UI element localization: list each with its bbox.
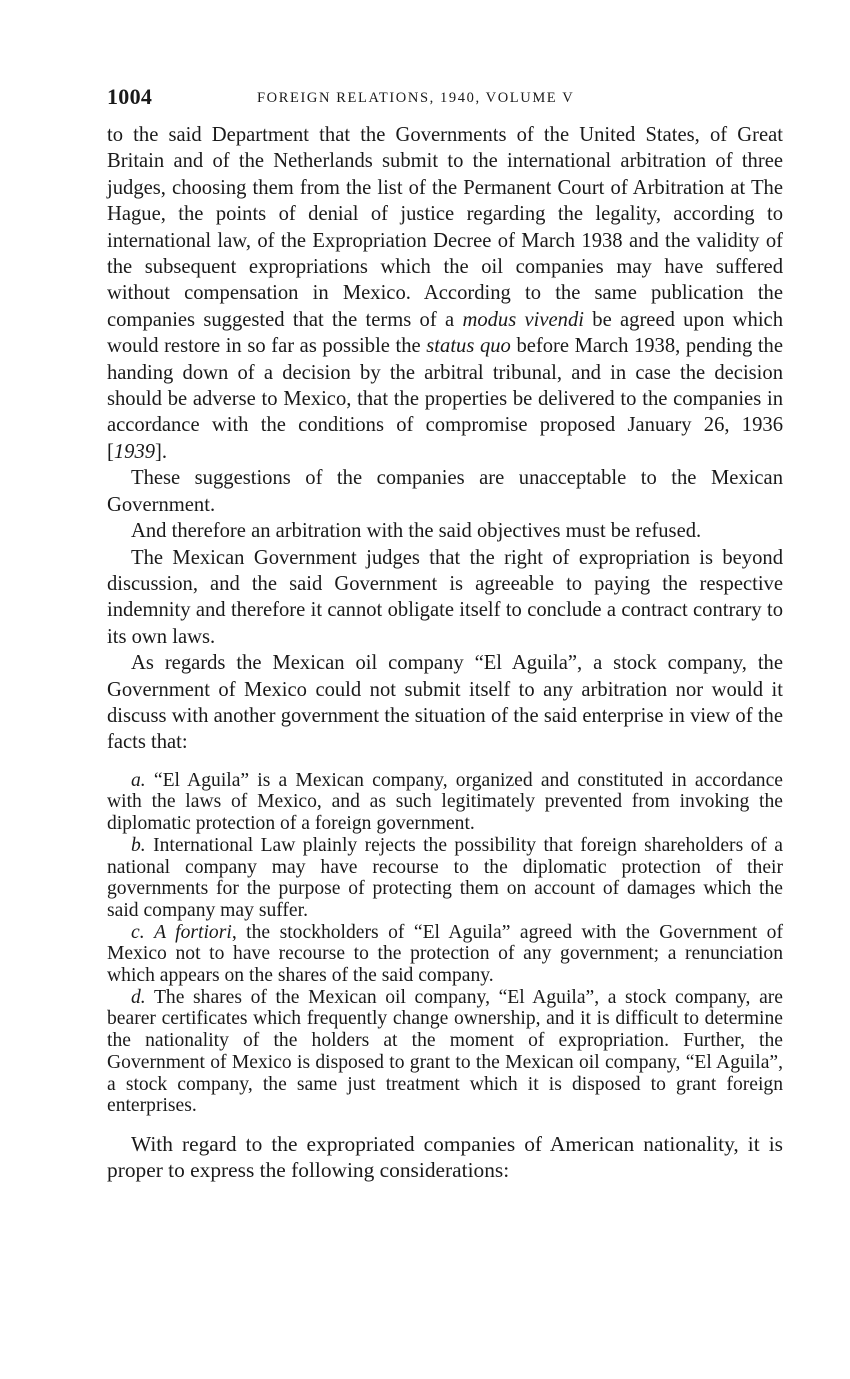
italic-phrase-modus-vivendi: modus vivendi xyxy=(462,308,584,331)
running-head xyxy=(107,84,783,114)
paragraph-continuation xyxy=(107,122,783,465)
page-number: 1004 xyxy=(107,84,153,109)
paragraph-right-of-expropriation: The Mexican Government judges that the right of expropriation is beyond discussion, and the said Government is agreeable to paying the respective indemnity and therefore it cannot obligate itself to conclude a contract contrary to its own laws. xyxy=(107,546,783,648)
facts-list xyxy=(107,770,783,1117)
list-item-c xyxy=(107,922,783,987)
list-item-b xyxy=(107,835,783,922)
document-page xyxy=(107,84,783,1184)
italic-phrase-status-quo: status quo xyxy=(426,335,511,358)
list-item-a xyxy=(107,770,783,835)
paragraph-text: ]. xyxy=(155,440,168,463)
running-title: FOREIGN RELATIONS, 1940, VOLUME V xyxy=(257,90,575,106)
paragraph-american-companies: With regard to the expropriated companies of American nationality, it is proper to express the following considerations: xyxy=(107,1132,783,1183)
paragraph-arbitration-refused: And therefore an arbitration with the said objectives must be refused. xyxy=(131,520,702,543)
list-item-text: “El Aguila” is a Mexican company, organized and constituted in accordance with the laws of Mexico, and as such legitimately prevented from invoking the diplomatic protection of a foreign government. xyxy=(107,769,783,835)
italic-phrase-a-fortiori: A fortiori xyxy=(154,921,232,943)
list-item-text: , the stockholders of “El Aguila” agreed with the Government of Mexico not to have recourse to the protection of any government; a renunciation which appears on the shares of the said company. xyxy=(107,921,784,987)
list-marker: a. xyxy=(131,769,146,791)
paragraph-suggestions-unacceptable: These suggestions of the companies are unacceptable to the Mexican Government. xyxy=(107,467,783,516)
list-marker: d. xyxy=(131,986,146,1008)
editorial-correction: 1939 xyxy=(113,440,156,463)
paragraph-text: be agreed upon which would restore in so far as possible the xyxy=(107,308,783,358)
list-marker: b. xyxy=(131,834,146,856)
paragraph-text: to the said Department that the Governments of the United States, of Great Britain and of the Netherlands submit to the international arbitration of three judges, choosing them from the list of the Permanent Court of Arbitration at The Hague, the points of denial of justice regarding the legality, according to international law, of the Expropriation Decree of March 1938 and the validity of the subsequent expropriations which the oil companies may have suffered without compensation in Mexico. According to the same publication the companies suggested that the terms of a xyxy=(107,124,783,331)
list-item-d xyxy=(107,987,783,1117)
paragraph-el-aguila: As regards the Mexican oil company “El Aguila”, a stock company, the Government of Mexico could not submit itself to any arbitration nor would it discuss with another government the situation of the said enterprise in view of the facts that: xyxy=(107,652,783,754)
list-item-text: International Law plainly rejects the possibility that foreign shareholders of a national company may have recourse to the diplomatic protection of their governments for the purpose of protecting them on account of damages which the said company may suffer. xyxy=(107,834,783,921)
paragraph-text: before March 1938, pending the handing down of a decision by the arbitral tribunal, and in case the decision should be adverse to Mexico, that the properties be delivered to the companies in accordance with the conditions of compromise proposed January 26, 1936 [ xyxy=(107,335,783,463)
list-item-text: The shares of the Mexican oil company, “El Aguila”, a stock company, are bearer certificates which frequently change ownership, and it is difficult to determine the nationality of the holders at the moment of expropriation. Further, the Government of Mexico is disposed to grant to the Mexican oil company, “El Aguila”, a stock company, the same just treatment which it is disposed to grant foreign enterprises. xyxy=(107,986,783,1117)
list-marker: c. xyxy=(131,921,145,943)
